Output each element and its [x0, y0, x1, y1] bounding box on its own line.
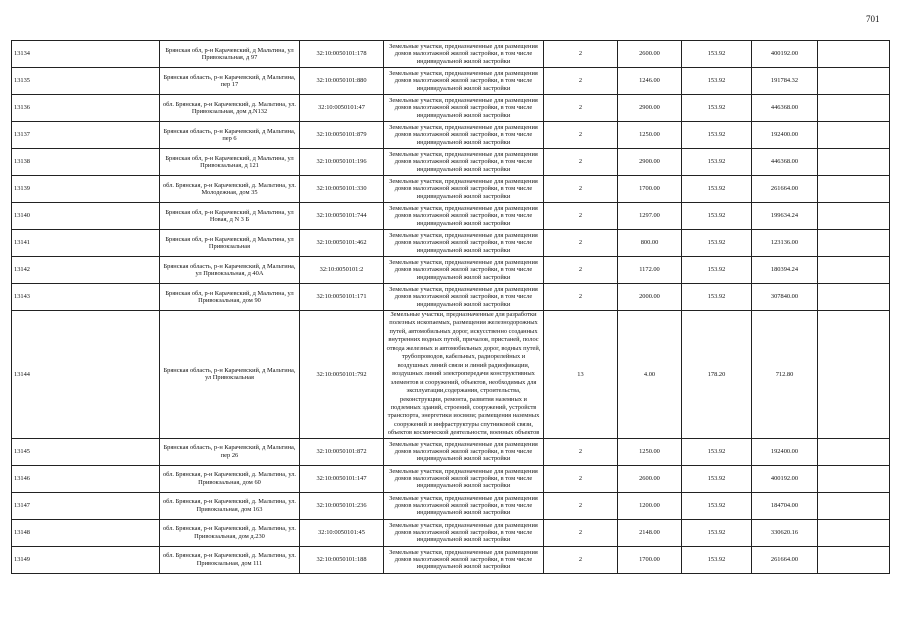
- land-use-cell: Земельные участки, предназначенные для размещения домов малоэтажной жилой застройки, в том числе индивидуальной жилой застройки: [384, 149, 544, 176]
- empty-cell: [818, 519, 890, 546]
- empty-cell: [818, 203, 890, 230]
- table-row: [12, 438, 890, 465]
- address-cell: Брянская обл, р-н Карачевский, д Мальтина, ул Новая, д N 3 Б: [160, 203, 300, 230]
- area-cell: 1200.00: [618, 492, 682, 519]
- empty-cell: [818, 492, 890, 519]
- area-cell: 1297.00: [618, 203, 682, 230]
- category-cell: 13: [544, 311, 618, 439]
- row-number-cell: 13138: [12, 149, 160, 176]
- cadastral-value-cell: 184704.00: [752, 492, 818, 519]
- address-cell: Брянская область, р-н Карачевский, д Мальтина, ул Привокзальная: [160, 311, 300, 439]
- land-use-cell: Земельные участки, предназначенные для размещения домов малоэтажной жилой застройки, в том числе индивидуальной жилой застройки: [384, 68, 544, 95]
- row-number-cell: 13137: [12, 122, 160, 149]
- cadastral-number-cell: 32:10:0050101:188: [300, 546, 384, 573]
- address-cell: обл. Брянская, р-н Карачевский, д. Мальтина, ул. Привокзальная, дом 60: [160, 465, 300, 492]
- unit-rate-cell: 153.92: [682, 257, 752, 284]
- address-cell: обл. Брянская, р-н Карачевский, д. Мальтина, ул. Привокзальная, дом 111: [160, 546, 300, 573]
- unit-rate-cell: 153.92: [682, 438, 752, 465]
- address-cell: Брянская область, р-н Карачевский, д Мальтина, пер 17: [160, 68, 300, 95]
- empty-cell: [818, 41, 890, 68]
- address-cell: обл. Брянская, р-н Карачевский, д. Мальтина, ул. Привокзальная, дом д.230: [160, 519, 300, 546]
- table-row: [12, 176, 890, 203]
- table-row: [12, 95, 890, 122]
- land-use-cell: Земельные участки, предназначенные для размещения домов малоэтажной жилой застройки, в том числе индивидуальной жилой застройки: [384, 257, 544, 284]
- area-cell: 2148.00: [618, 519, 682, 546]
- area-cell: 4.00: [618, 311, 682, 439]
- cadastral-value-cell: 712.80: [752, 311, 818, 439]
- land-use-cell: Земельные участки, предназначенные для размещения домов малоэтажной жилой застройки, в том числе индивидуальной жилой застройки: [384, 176, 544, 203]
- cadastral-number-cell: 32:10:0050101:171: [300, 284, 384, 311]
- row-number-cell: 13147: [12, 492, 160, 519]
- row-number-cell: 13136: [12, 95, 160, 122]
- land-use-cell: Земельные участки, предназначенные для размещения домов малоэтажной жилой застройки, в том числе индивидуальной жилой застройки: [384, 519, 544, 546]
- empty-cell: [818, 465, 890, 492]
- cadastral-value-cell: 192400.00: [752, 438, 818, 465]
- row-number-cell: 13140: [12, 203, 160, 230]
- table-row: [12, 68, 890, 95]
- row-number-cell: 13149: [12, 546, 160, 573]
- land-use-cell: Земельные участки, предназначенные для размещения домов малоэтажной жилой застройки, в том числе индивидуальной жилой застройки: [384, 122, 544, 149]
- table-row: [12, 257, 890, 284]
- area-cell: 1172.00: [618, 257, 682, 284]
- table-row: [12, 519, 890, 546]
- address-cell: Брянская обл, р-н Карачевский, д Мальтина, ул Привокзальная, д 121: [160, 149, 300, 176]
- table-row: [12, 311, 890, 439]
- cadastral-number-cell: 32:10:0050101:196: [300, 149, 384, 176]
- address-cell: обл. Брянская, р-н Карачевский, д. Мальтина, ул. Привокзальная, дом 163: [160, 492, 300, 519]
- empty-cell: [818, 68, 890, 95]
- unit-rate-cell: 153.92: [682, 68, 752, 95]
- unit-rate-cell: 153.92: [682, 519, 752, 546]
- row-number-cell: 13148: [12, 519, 160, 546]
- area-cell: 2600.00: [618, 41, 682, 68]
- land-use-cell: Земельные участки, предназначенные для размещения домов малоэтажной жилой застройки, в том числе индивидуальной жилой застройки: [384, 203, 544, 230]
- empty-cell: [818, 95, 890, 122]
- area-cell: 1250.00: [618, 122, 682, 149]
- cadastral-number-cell: 32:10:0050101:872: [300, 438, 384, 465]
- unit-rate-cell: 153.92: [682, 230, 752, 257]
- area-cell: 1246.00: [618, 68, 682, 95]
- address-cell: Брянская область, р-н Карачевский, д Мальтина, ул Привокзальная, д 40А: [160, 257, 300, 284]
- land-use-cell: Земельные участки, предназначенные для размещения домов малоэтажной жилой застройки, в том числе индивидуальной жилой застройки: [384, 284, 544, 311]
- cadastral-number-cell: 32:10:0050101:2: [300, 257, 384, 284]
- land-use-cell: Земельные участки, предназначенные для размещения домов малоэтажной жилой застройки, в том числе индивидуальной жилой застройки: [384, 41, 544, 68]
- unit-rate-cell: 153.92: [682, 465, 752, 492]
- cadastral-value-cell: 261664.00: [752, 176, 818, 203]
- empty-cell: [818, 257, 890, 284]
- table-row: [12, 41, 890, 68]
- cadastral-value-cell: 330620.16: [752, 519, 818, 546]
- table-row: [12, 284, 890, 311]
- cadastral-number-cell: 32:10:0050101:744: [300, 203, 384, 230]
- row-number-cell: 13135: [12, 68, 160, 95]
- cadastral-number-cell: 32:10:0050101:236: [300, 492, 384, 519]
- empty-cell: [818, 230, 890, 257]
- unit-rate-cell: 153.92: [682, 492, 752, 519]
- cadastral-number-cell: 32:10:0050101:792: [300, 311, 384, 439]
- area-cell: 2600.00: [618, 465, 682, 492]
- table-row: [12, 122, 890, 149]
- table-row: [12, 465, 890, 492]
- page-number: 701: [866, 14, 880, 24]
- cadastral-number-cell: 32:10:0050101:462: [300, 230, 384, 257]
- table-row: [12, 546, 890, 573]
- row-number-cell: 13141: [12, 230, 160, 257]
- land-use-cell: Земельные участки, предназначенные для размещения домов малоэтажной жилой застройки, в том числе индивидуальной жилой застройки: [384, 438, 544, 465]
- cadastral-number-cell: 32:10:0050101:147: [300, 465, 384, 492]
- category-cell: 2: [544, 68, 618, 95]
- area-cell: 1700.00: [618, 176, 682, 203]
- area-cell: 1700.00: [618, 546, 682, 573]
- row-number-cell: 13139: [12, 176, 160, 203]
- cadastral-value-cell: 400192.00: [752, 465, 818, 492]
- cadastral-value-cell: 400192.00: [752, 41, 818, 68]
- land-use-cell: Земельные участки, предназначенные для размещения домов малоэтажной жилой застройки, в том числе индивидуальной жилой застройки: [384, 230, 544, 257]
- unit-rate-cell: 153.92: [682, 546, 752, 573]
- area-cell: 1250.00: [618, 438, 682, 465]
- empty-cell: [818, 284, 890, 311]
- land-use-cell: Земельные участки, предназначенные для разработки полезных ископаемых, размещения железнодорожных путей, автомобильных дорог, искусственно созданных внутренних водных путей, причалов, пристаней, полос отвода железных и автомобильных дорог, водных путей, трубопроводов, кабельных, радиорелейных и воздушных линий связи и линий радиофикации, воздушных линий электропередачи конструктивных элементов и сооружений, объектов, необходимых для эксплуатации,содержания, строительства, реконструкции, ремонта, развития наземных и подземных зданий, строений, сооружений, устройств транспорта, энергетики иосвязи; размещения наземных сооружений и инфраструктуры спутниковой связи, объектов космической деятельности, военных объектов: [384, 311, 544, 439]
- land-use-cell: Земельные участки, предназначенные для размещения домов малоэтажной жилой застройки, в том числе индивидуальной жилой застройки: [384, 546, 544, 573]
- row-number-cell: 13143: [12, 284, 160, 311]
- land-use-cell: Земельные участки, предназначенные для размещения домов малоэтажной жилой застройки, в том числе индивидуальной жилой застройки: [384, 465, 544, 492]
- land-use-cell: Земельные участки, предназначенные для размещения домов малоэтажной жилой застройки, в том числе индивидуальной жилой застройки: [384, 95, 544, 122]
- cadastral-value-cell: 199634.24: [752, 203, 818, 230]
- category-cell: 2: [544, 438, 618, 465]
- cadastral-value-cell: 307840.00: [752, 284, 818, 311]
- category-cell: 2: [544, 149, 618, 176]
- row-number-cell: 13134: [12, 41, 160, 68]
- cadastral-number-cell: 32:10:0050101:330: [300, 176, 384, 203]
- cadastral-number-cell: 32:10:0050101:45: [300, 519, 384, 546]
- address-cell: Брянская область, р-н Карачевский, д Мальтина, пер 6: [160, 122, 300, 149]
- empty-cell: [818, 438, 890, 465]
- cadastral-number-cell: 32:10:0050101:178: [300, 41, 384, 68]
- unit-rate-cell: 153.92: [682, 149, 752, 176]
- category-cell: 2: [544, 519, 618, 546]
- cadastral-value-cell: 261664.00: [752, 546, 818, 573]
- address-cell: обл. Брянская, р-н Карачевский, д. Мальтина, ул. Молодежная, дом 35: [160, 176, 300, 203]
- empty-cell: [818, 546, 890, 573]
- cadastral-number-cell: 32:10:0050101:879: [300, 122, 384, 149]
- row-number-cell: 13142: [12, 257, 160, 284]
- cadastral-value-cell: 180394.24: [752, 257, 818, 284]
- unit-rate-cell: 153.92: [682, 122, 752, 149]
- cadastral-value-cell: 446368.00: [752, 95, 818, 122]
- area-cell: 800.00: [618, 230, 682, 257]
- table-row: [12, 203, 890, 230]
- row-number-cell: 13146: [12, 465, 160, 492]
- area-cell: 2900.00: [618, 95, 682, 122]
- category-cell: 2: [544, 176, 618, 203]
- land-use-cell: Земельные участки, предназначенные для размещения домов малоэтажной жилой застройки, в том числе индивидуальной жилой застройки: [384, 492, 544, 519]
- empty-cell: [818, 149, 890, 176]
- address-cell: Брянская обл, р-н Карачевский, д Мальтина, ул Привокзальная: [160, 230, 300, 257]
- empty-cell: [818, 176, 890, 203]
- cadastral-value-table: [11, 40, 890, 574]
- empty-cell: [818, 122, 890, 149]
- cadastral-value-cell: 192400.00: [752, 122, 818, 149]
- area-cell: 2900.00: [618, 149, 682, 176]
- address-cell: обл. Брянская, р-н Карачевский, д. Мальтина, ул. Привокзальная, дом д.N132: [160, 95, 300, 122]
- unit-rate-cell: 153.92: [682, 95, 752, 122]
- row-number-cell: 13144: [12, 311, 160, 439]
- category-cell: 2: [544, 546, 618, 573]
- cadastral-value-cell: 191784.32: [752, 68, 818, 95]
- unit-rate-cell: 153.92: [682, 284, 752, 311]
- area-cell: 2000.00: [618, 284, 682, 311]
- unit-rate-cell: 153.92: [682, 41, 752, 68]
- unit-rate-cell: 153.92: [682, 203, 752, 230]
- category-cell: 2: [544, 465, 618, 492]
- table-body: [12, 41, 890, 574]
- address-cell: Брянская область, р-н Карачевский, д Мальтина, пер 26: [160, 438, 300, 465]
- unit-rate-cell: 178.20: [682, 311, 752, 439]
- cadastral-value-cell: 446368.00: [752, 149, 818, 176]
- category-cell: 2: [544, 230, 618, 257]
- address-cell: Брянская обл, р-н Карачевский, д Мальтина, ул Привокзальная, дом 90: [160, 284, 300, 311]
- table-row: [12, 492, 890, 519]
- unit-rate-cell: 153.92: [682, 176, 752, 203]
- table-row: [12, 149, 890, 176]
- category-cell: 2: [544, 284, 618, 311]
- row-number-cell: 13145: [12, 438, 160, 465]
- cadastral-value-cell: 123136.00: [752, 230, 818, 257]
- category-cell: 2: [544, 41, 618, 68]
- category-cell: 2: [544, 492, 618, 519]
- category-cell: 2: [544, 257, 618, 284]
- cadastral-number-cell: 32:10:0050101:880: [300, 68, 384, 95]
- category-cell: 2: [544, 95, 618, 122]
- empty-cell: [818, 311, 890, 439]
- category-cell: 2: [544, 203, 618, 230]
- address-cell: Брянская обл, р-н Карачевский, д Мальтина, ул Привокзальная, д 97: [160, 41, 300, 68]
- category-cell: 2: [544, 122, 618, 149]
- table-row: [12, 230, 890, 257]
- cadastral-number-cell: 32:10:0050101:47: [300, 95, 384, 122]
